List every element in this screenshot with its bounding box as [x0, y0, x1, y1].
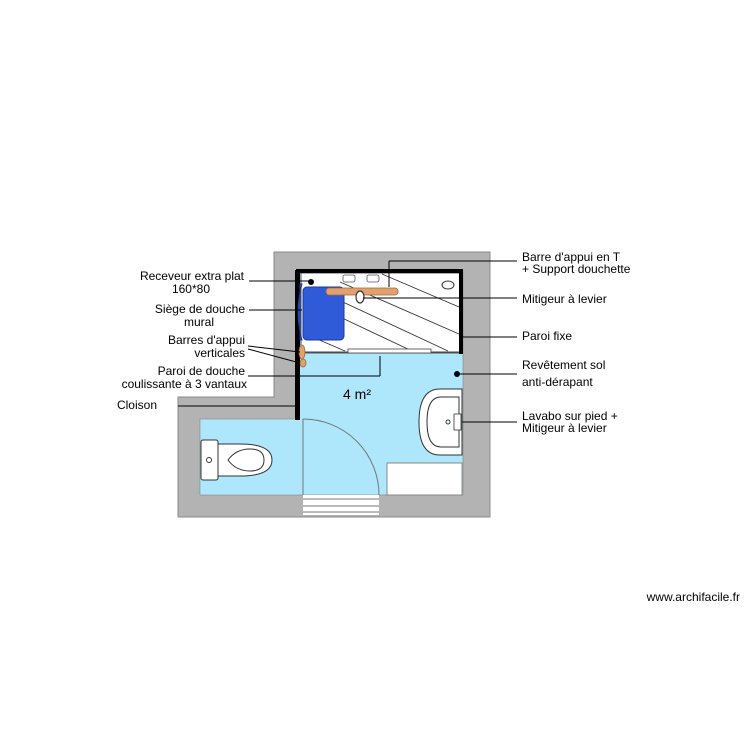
- label-barre-t-line2: + Support douchette: [522, 262, 631, 276]
- top-wall-line: [296, 269, 463, 273]
- label-lavabo-line1: Lavabo sur pied +: [522, 409, 618, 423]
- label-siege-line2: mural: [183, 315, 214, 329]
- label-lavabo-line2: Mitigeur à levier: [522, 421, 607, 435]
- partition-wall: [295, 270, 300, 420]
- label-paroi-fixe: Paroi fixe: [522, 329, 573, 343]
- label-siege-line1: Siège de douche: [154, 302, 245, 316]
- label-revetement-line1: Revêtement sol: [522, 358, 606, 372]
- washbasin: [419, 389, 462, 455]
- label-paroi-douche-line2: coulissante à 3 vantaux: [121, 377, 247, 391]
- site-credit: www.archifacile.fr: [646, 590, 740, 604]
- shower-head-dot: [308, 279, 314, 285]
- mixer-tap: [356, 291, 364, 303]
- label-revetement-line2: anti-dérapant: [522, 375, 593, 389]
- fixed-glass-panel: [459, 272, 463, 354]
- room-area: 4 m²: [343, 386, 371, 402]
- label-barres-line2: verticales: [194, 346, 245, 360]
- label-mitigeur: Mitigeur à levier: [522, 292, 607, 306]
- label-receveur-line2: 160*80: [171, 282, 210, 296]
- storage-unit: [387, 463, 462, 495]
- label-cloison: Cloison: [116, 398, 157, 412]
- label-barres-line1: Barres d'appui: [167, 333, 245, 347]
- label-barre-t-line1: Barre d'appui en T: [522, 250, 621, 264]
- label-paroi-douche-line1: Paroi de douche: [157, 364, 245, 378]
- label-receveur-line1: Receveur extra plat: [139, 269, 244, 283]
- shower-drain: [442, 281, 454, 289]
